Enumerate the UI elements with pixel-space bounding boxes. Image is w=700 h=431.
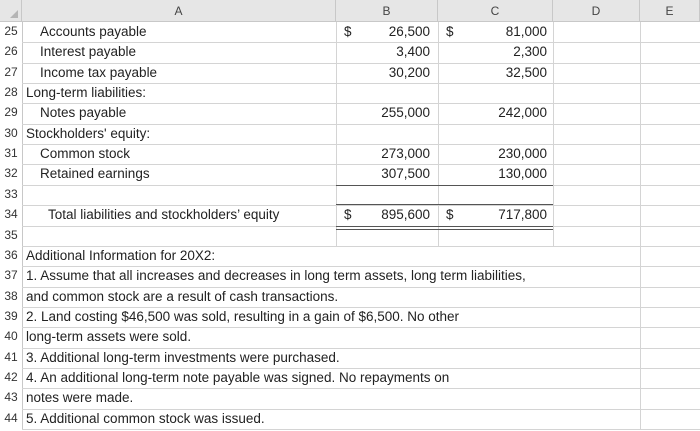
total-double-border-0: [336, 226, 438, 227]
value-col-b: 895,600: [381, 207, 430, 222]
row-number-33[interactable]: 33: [0, 187, 22, 207]
row-label: Stockholders' equity:: [26, 126, 151, 141]
row-number-34[interactable]: 34: [0, 207, 22, 227]
grid-hline: [22, 205, 700, 206]
row-number-37[interactable]: 37: [0, 268, 22, 288]
grid-hline: [22, 144, 700, 145]
value-col-b: 255,000: [381, 105, 430, 120]
row-number-30[interactable]: 30: [0, 126, 22, 146]
row-label: notes were made.: [26, 390, 134, 405]
value-col-b: 273,000: [381, 146, 430, 161]
subtotal-border-1: [438, 185, 553, 186]
value-col-c: 2,300: [513, 44, 547, 59]
grid-hline: [22, 83, 700, 84]
row-label: Notes payable: [40, 105, 127, 120]
currency-symbol-b: $: [344, 24, 352, 39]
row-label: Common stock: [40, 146, 131, 161]
value-col-b: 26,500: [388, 24, 430, 39]
grid-hline: [22, 348, 700, 349]
currency-symbol-c: $: [446, 24, 454, 39]
row-number-35[interactable]: 35: [0, 228, 22, 248]
total-double-border-0: [336, 229, 438, 230]
subtotal-border-0: [336, 185, 438, 186]
value-col-c: 130,000: [498, 166, 547, 181]
value-col-c: 81,000: [505, 24, 547, 39]
grid-hline: [22, 388, 700, 389]
value-col-c: 32,500: [505, 65, 547, 80]
row-label: 3. Additional long-term investments were purchased.: [26, 350, 340, 365]
grid-hline: [22, 409, 700, 410]
row-label: 1. Assume that all increases and decreases in long term assets, long term liabilities,: [26, 268, 526, 283]
grid-hline: [22, 124, 700, 125]
row-number-25[interactable]: 25: [0, 24, 22, 44]
row-number-44[interactable]: 44: [0, 411, 22, 431]
value-col-c: 242,000: [498, 105, 547, 120]
grid-hline: [22, 266, 700, 267]
currency-symbol-c: $: [446, 207, 454, 222]
grid-hline: [22, 368, 700, 369]
row-number-29[interactable]: 29: [0, 105, 22, 125]
grid-hline: [22, 287, 700, 288]
row-number-27[interactable]: 27: [0, 65, 22, 85]
row-number-31[interactable]: 31: [0, 146, 22, 166]
row-label: Additional Information for 20X2:: [26, 248, 216, 263]
grid-hline: [22, 164, 700, 165]
grid-vline-2: [553, 22, 554, 246]
column-header-b[interactable]: B: [336, 0, 438, 22]
grid-hline: [22, 103, 700, 104]
row-number-38[interactable]: 38: [0, 289, 22, 309]
total-top-border-1: [438, 204, 553, 205]
row-number-26[interactable]: 26: [0, 44, 22, 64]
row-number-36[interactable]: 36: [0, 248, 22, 268]
value-col-c: 230,000: [498, 146, 547, 161]
row-label: Accounts payable: [40, 24, 147, 39]
row-number-32[interactable]: 32: [0, 166, 22, 186]
row-label: Retained earnings: [40, 166, 150, 181]
value-col-b: 307,500: [381, 166, 430, 181]
row-label: and common stock are a result of cash transactions.: [26, 289, 339, 304]
grid-hline: [22, 246, 700, 247]
row-label: 4. An additional long-term note payable was signed. No repayments on: [26, 370, 450, 385]
grid-hline: [22, 327, 700, 328]
select-all-corner[interactable]: [0, 0, 22, 22]
row-label: long-term assets were sold.: [26, 329, 192, 344]
grid-hline: [22, 42, 700, 43]
row-number-39[interactable]: 39: [0, 309, 22, 329]
row-label: 2. Land costing $46,500 was sold, resulting in a gain of $6,500. No other: [26, 309, 460, 324]
total-top-border-0: [336, 204, 438, 205]
row-label: Income tax payable: [40, 65, 158, 80]
grid-hline: [22, 63, 700, 64]
row-label: Total liabilities and stockholders’ equity: [48, 207, 280, 222]
row-number-42[interactable]: 42: [0, 370, 22, 390]
row-number-41[interactable]: 41: [0, 350, 22, 370]
total-double-border-1: [438, 229, 553, 230]
row-number-28[interactable]: 28: [0, 85, 22, 105]
value-col-b: 30,200: [388, 65, 430, 80]
column-header-c[interactable]: C: [438, 0, 553, 22]
value-col-b: 3,400: [396, 44, 430, 59]
row-number-43[interactable]: 43: [0, 390, 22, 410]
column-header-a[interactable]: A: [22, 0, 336, 22]
value-col-c: 717,800: [498, 207, 547, 222]
row-label: Long-term liabilities:: [26, 85, 147, 100]
currency-symbol-b: $: [344, 207, 352, 222]
total-double-border-1: [438, 226, 553, 227]
row-label: Interest payable: [40, 44, 137, 59]
grid-hline: [22, 307, 700, 308]
row-label: 5. Additional common stock was issued.: [26, 411, 265, 426]
column-header-e[interactable]: E: [640, 0, 700, 22]
grid-hline: [22, 429, 700, 430]
row-number-40[interactable]: 40: [0, 329, 22, 349]
column-header-d[interactable]: D: [553, 0, 640, 22]
